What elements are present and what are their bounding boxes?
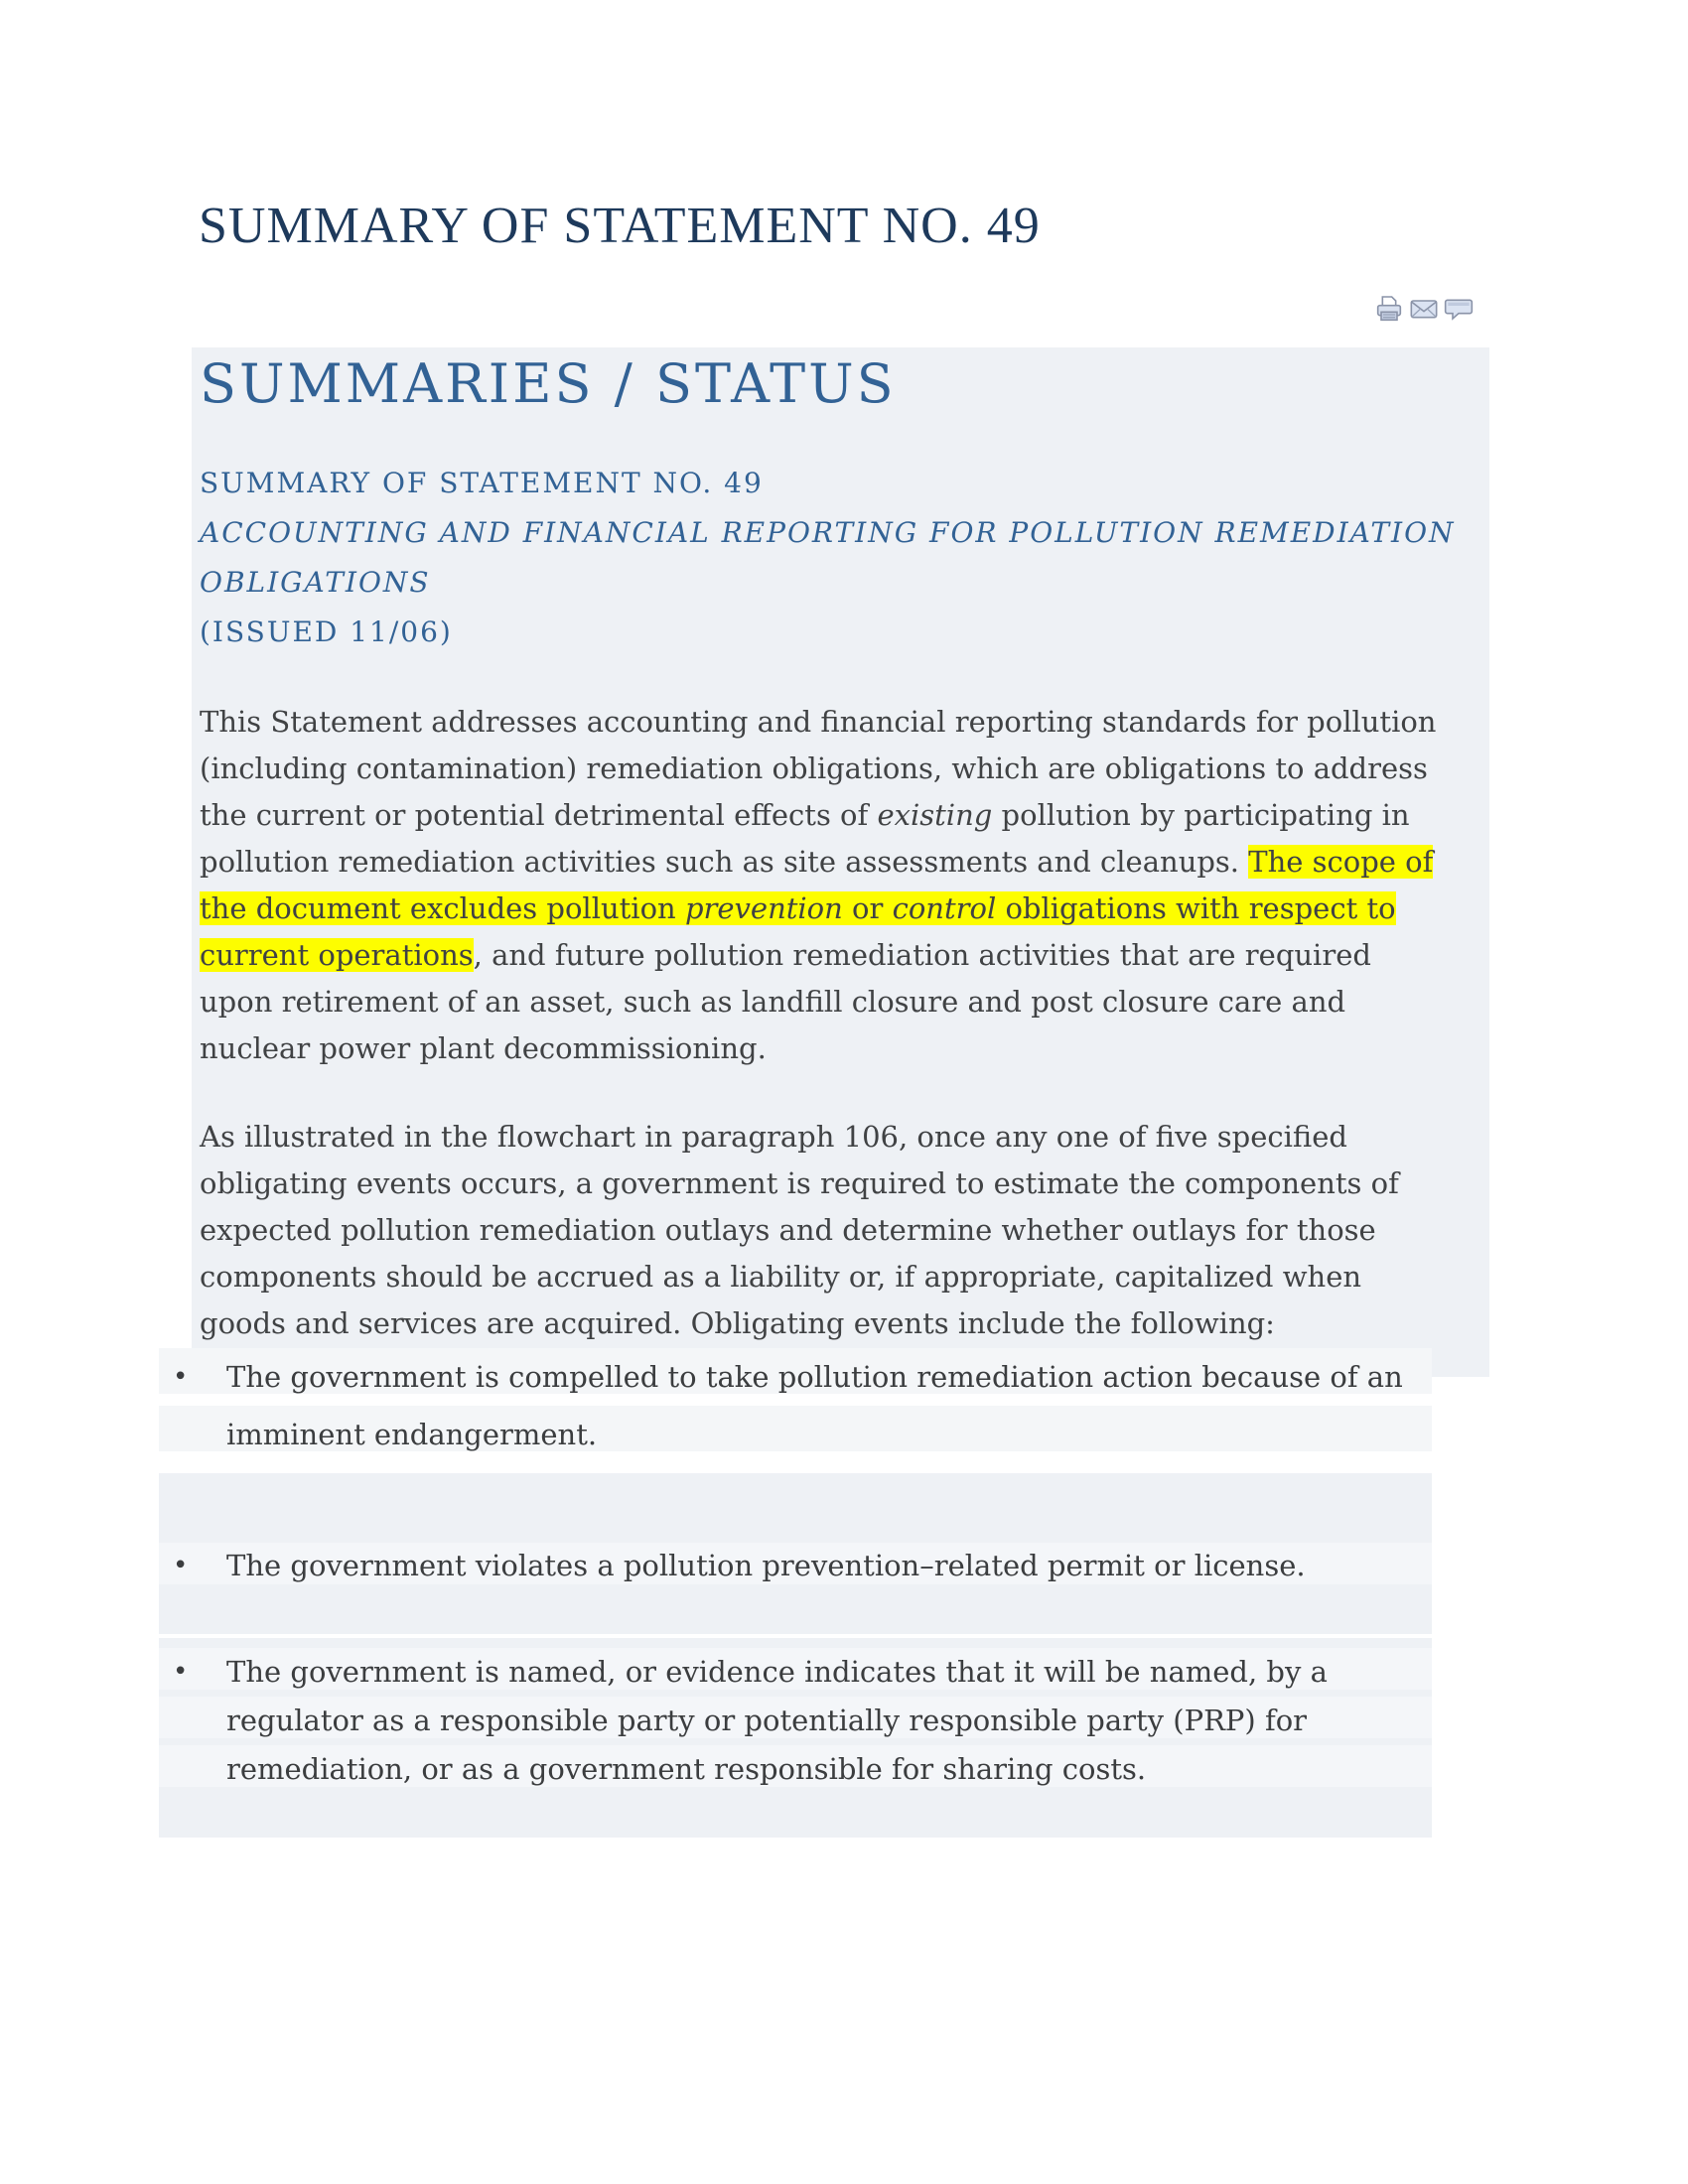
bullet-icon: • — [173, 1362, 189, 1392]
summary-status-panel — [192, 347, 1489, 1377]
toolbar-icon-row — [1373, 293, 1475, 325]
list-item-text: The government violates a pollution prevention–related permit or license. — [226, 1549, 1306, 1582]
list-item — [159, 1648, 1432, 1794]
paragraph-obligating-events: As illustrated in the flowchart in paragraph 106, once any one of five specified obligating events occurs, a government is required to estimate the components of expected pollution remediation outlays and determine whether outlays for those components should be accrued as a liability or, if appropriate, capitalized when goods and services are acquired. Obligating events include the following: — [200, 1120, 1399, 1340]
list-item-text: The government is compelled to take pollution remediation action because of an imminent endangerment. — [226, 1360, 1403, 1451]
page-title: SUMMARY OF STATEMENT NO. 49 — [199, 198, 1041, 254]
list-item-text: The government is named, or evidence indicates that it will be named, by a regulator as a responsible party or potentially responsible party (PRP) for remediation, or as a government responsible for sharing costs. — [226, 1655, 1328, 1786]
bullet-icon: • — [173, 1551, 189, 1580]
statement-subheading — [200, 459, 1458, 657]
list-item — [159, 1543, 1432, 1588]
list-item — [159, 1348, 1432, 1463]
panel-heading: SUMMARIES / STATUS — [200, 352, 897, 415]
statement-issued-date: (ISSUED 11/06) — [200, 615, 453, 648]
paragraph-scope: This Statement addresses accounting and financial reporting standards for pollution (including contamination) remediation obligations, which are obligations to address the current or potential detrimental effects of existing pollution by participating in pollution remediation activities such as site assessments and cleanups. The scope of the document excludes pollution prevention or control obligations with respect to current operations, and future pollution remediation activities that are required upon retirement of an asset, such as landfill closure and post closure care and nuclear power plant decommissioning. — [200, 705, 1437, 1065]
list-item-box — [159, 1638, 1432, 1838]
list-item-box — [159, 1473, 1432, 1634]
email-icon[interactable] — [1408, 293, 1440, 325]
statement-subheading-title: ACCOUNTING AND FINANCIAL REPORTING FOR POLLUTION REMEDIATION OBLIGATIONS — [200, 516, 1456, 599]
obligating-events-list — [159, 1348, 1432, 1838]
comment-icon[interactable] — [1443, 293, 1475, 325]
print-icon[interactable] — [1373, 293, 1405, 325]
bullet-icon: • — [173, 1657, 189, 1687]
statement-subheading-line1: SUMMARY OF STATEMENT NO. 49 — [200, 467, 764, 499]
